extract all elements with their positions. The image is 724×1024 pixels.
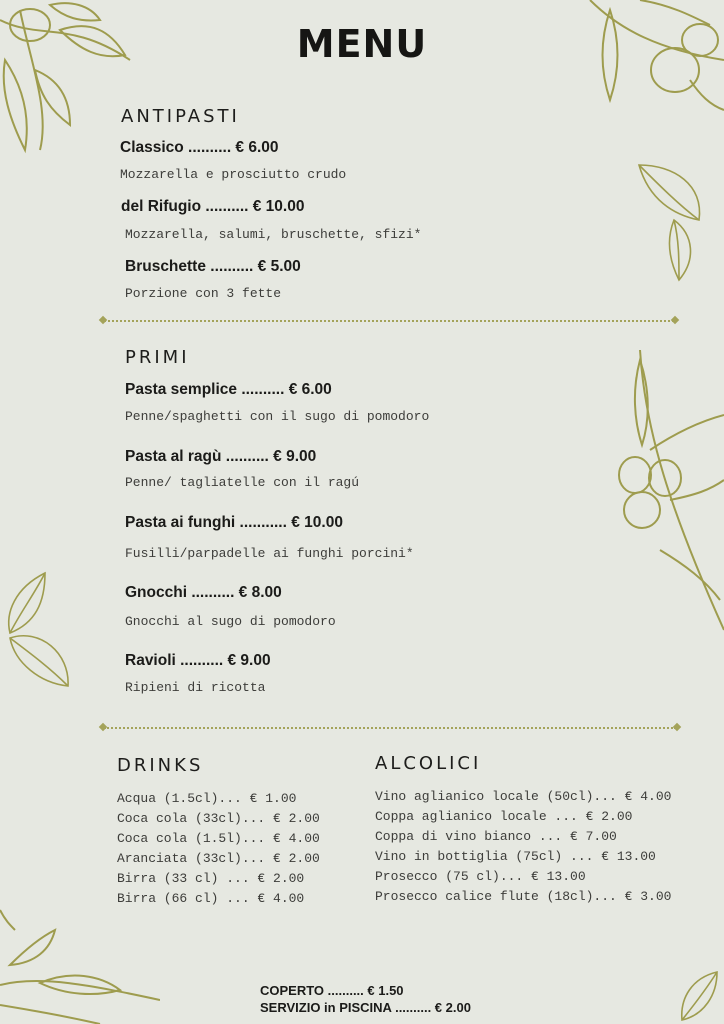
primi-item-desc: Fusilli/parpadelle ai funghi porcini* [125,546,414,561]
primi-item-desc: Penne/spaghetti con il sugo di pomodoro [125,409,430,424]
alcolici-list-item: Vino aglianico locale (50cl)... € 4.00 [375,789,672,804]
drinks-list-item: Birra (66 cl) ... € 4.00 [117,891,305,906]
drinks-heading: DRINKS [117,755,204,776]
alcolici-list-item: Coppa aglianico locale ... € 2.00 [375,809,633,824]
olive-branch-right-icon [610,350,724,650]
alcolici-list-item: Vino in bottiglia (75cl) ... € 13.00 [375,849,656,864]
primi-item-desc: Penne/ tagliatelle con il ragú [125,475,360,490]
drinks-list-item: Coca cola (33cl)... € 2.00 [117,811,320,826]
basil-leaf-left-icon [0,568,75,693]
primi-item-name: Pasta semplice .......... € 6.00 [125,381,332,398]
antipasti-item-desc: Porzione con 3 fette [125,286,282,301]
section-divider [104,320,674,322]
primi-item-desc: Gnocchi al sugo di pomodoro [125,614,336,629]
antipasti-item-name: del Rifugio .......... € 10.00 [121,198,305,215]
coperto-line: COPERTO .......... € 1.50 [260,983,404,998]
primi-item-name: Pasta ai funghi ........... € 10.00 [125,514,343,531]
primi-item-desc: Ripieni di ricotta [125,680,266,695]
drinks-list-item: Coca cola (1.5l)... € 4.00 [117,831,320,846]
olive-branch-bottom-left-icon [0,905,160,1024]
antipasti-heading: ANTIPASTI [121,106,240,127]
drinks-list-item: Acqua (1.5cl)... € 1.00 [117,791,297,806]
alcolici-list-item: Coppa di vino bianco ... € 7.00 [375,829,617,844]
alcolici-list-item: Prosecco calice flute (18cl)... € 3.00 [375,889,672,904]
section-divider [104,727,676,729]
basil-leaf-right-icon [634,160,714,285]
alcolici-heading: ALCOLICI [375,753,482,774]
page-title: MENU [296,22,428,66]
antipasti-item-name: Bruschette .......... € 5.00 [125,258,301,275]
primi-item-name: Pasta al ragù .......... € 9.00 [125,448,317,465]
basil-leaf-bottom-right-icon [672,970,724,1024]
primi-heading: PRIMI [125,347,190,368]
drinks-list-item: Aranciata (33cl)... € 2.00 [117,851,320,866]
antipasti-item-desc: Mozzarella e prosciutto crudo [120,167,347,182]
primi-item-name: Gnocchi .......... € 8.00 [125,584,282,601]
antipasti-item-name: Classico .......... € 6.00 [120,139,279,156]
antipasti-item-desc: Mozzarella, salumi, bruschette, sfizi* [125,227,422,242]
drinks-list-item: Birra (33 cl) ... € 2.00 [117,871,305,886]
primi-item-name: Ravioli .......... € 9.00 [125,652,271,669]
alcolici-list-item: Prosecco (75 cl)... € 13.00 [375,869,586,884]
servizio-line: SERVIZIO in PISCINA .......... € 2.00 [260,1000,471,1015]
